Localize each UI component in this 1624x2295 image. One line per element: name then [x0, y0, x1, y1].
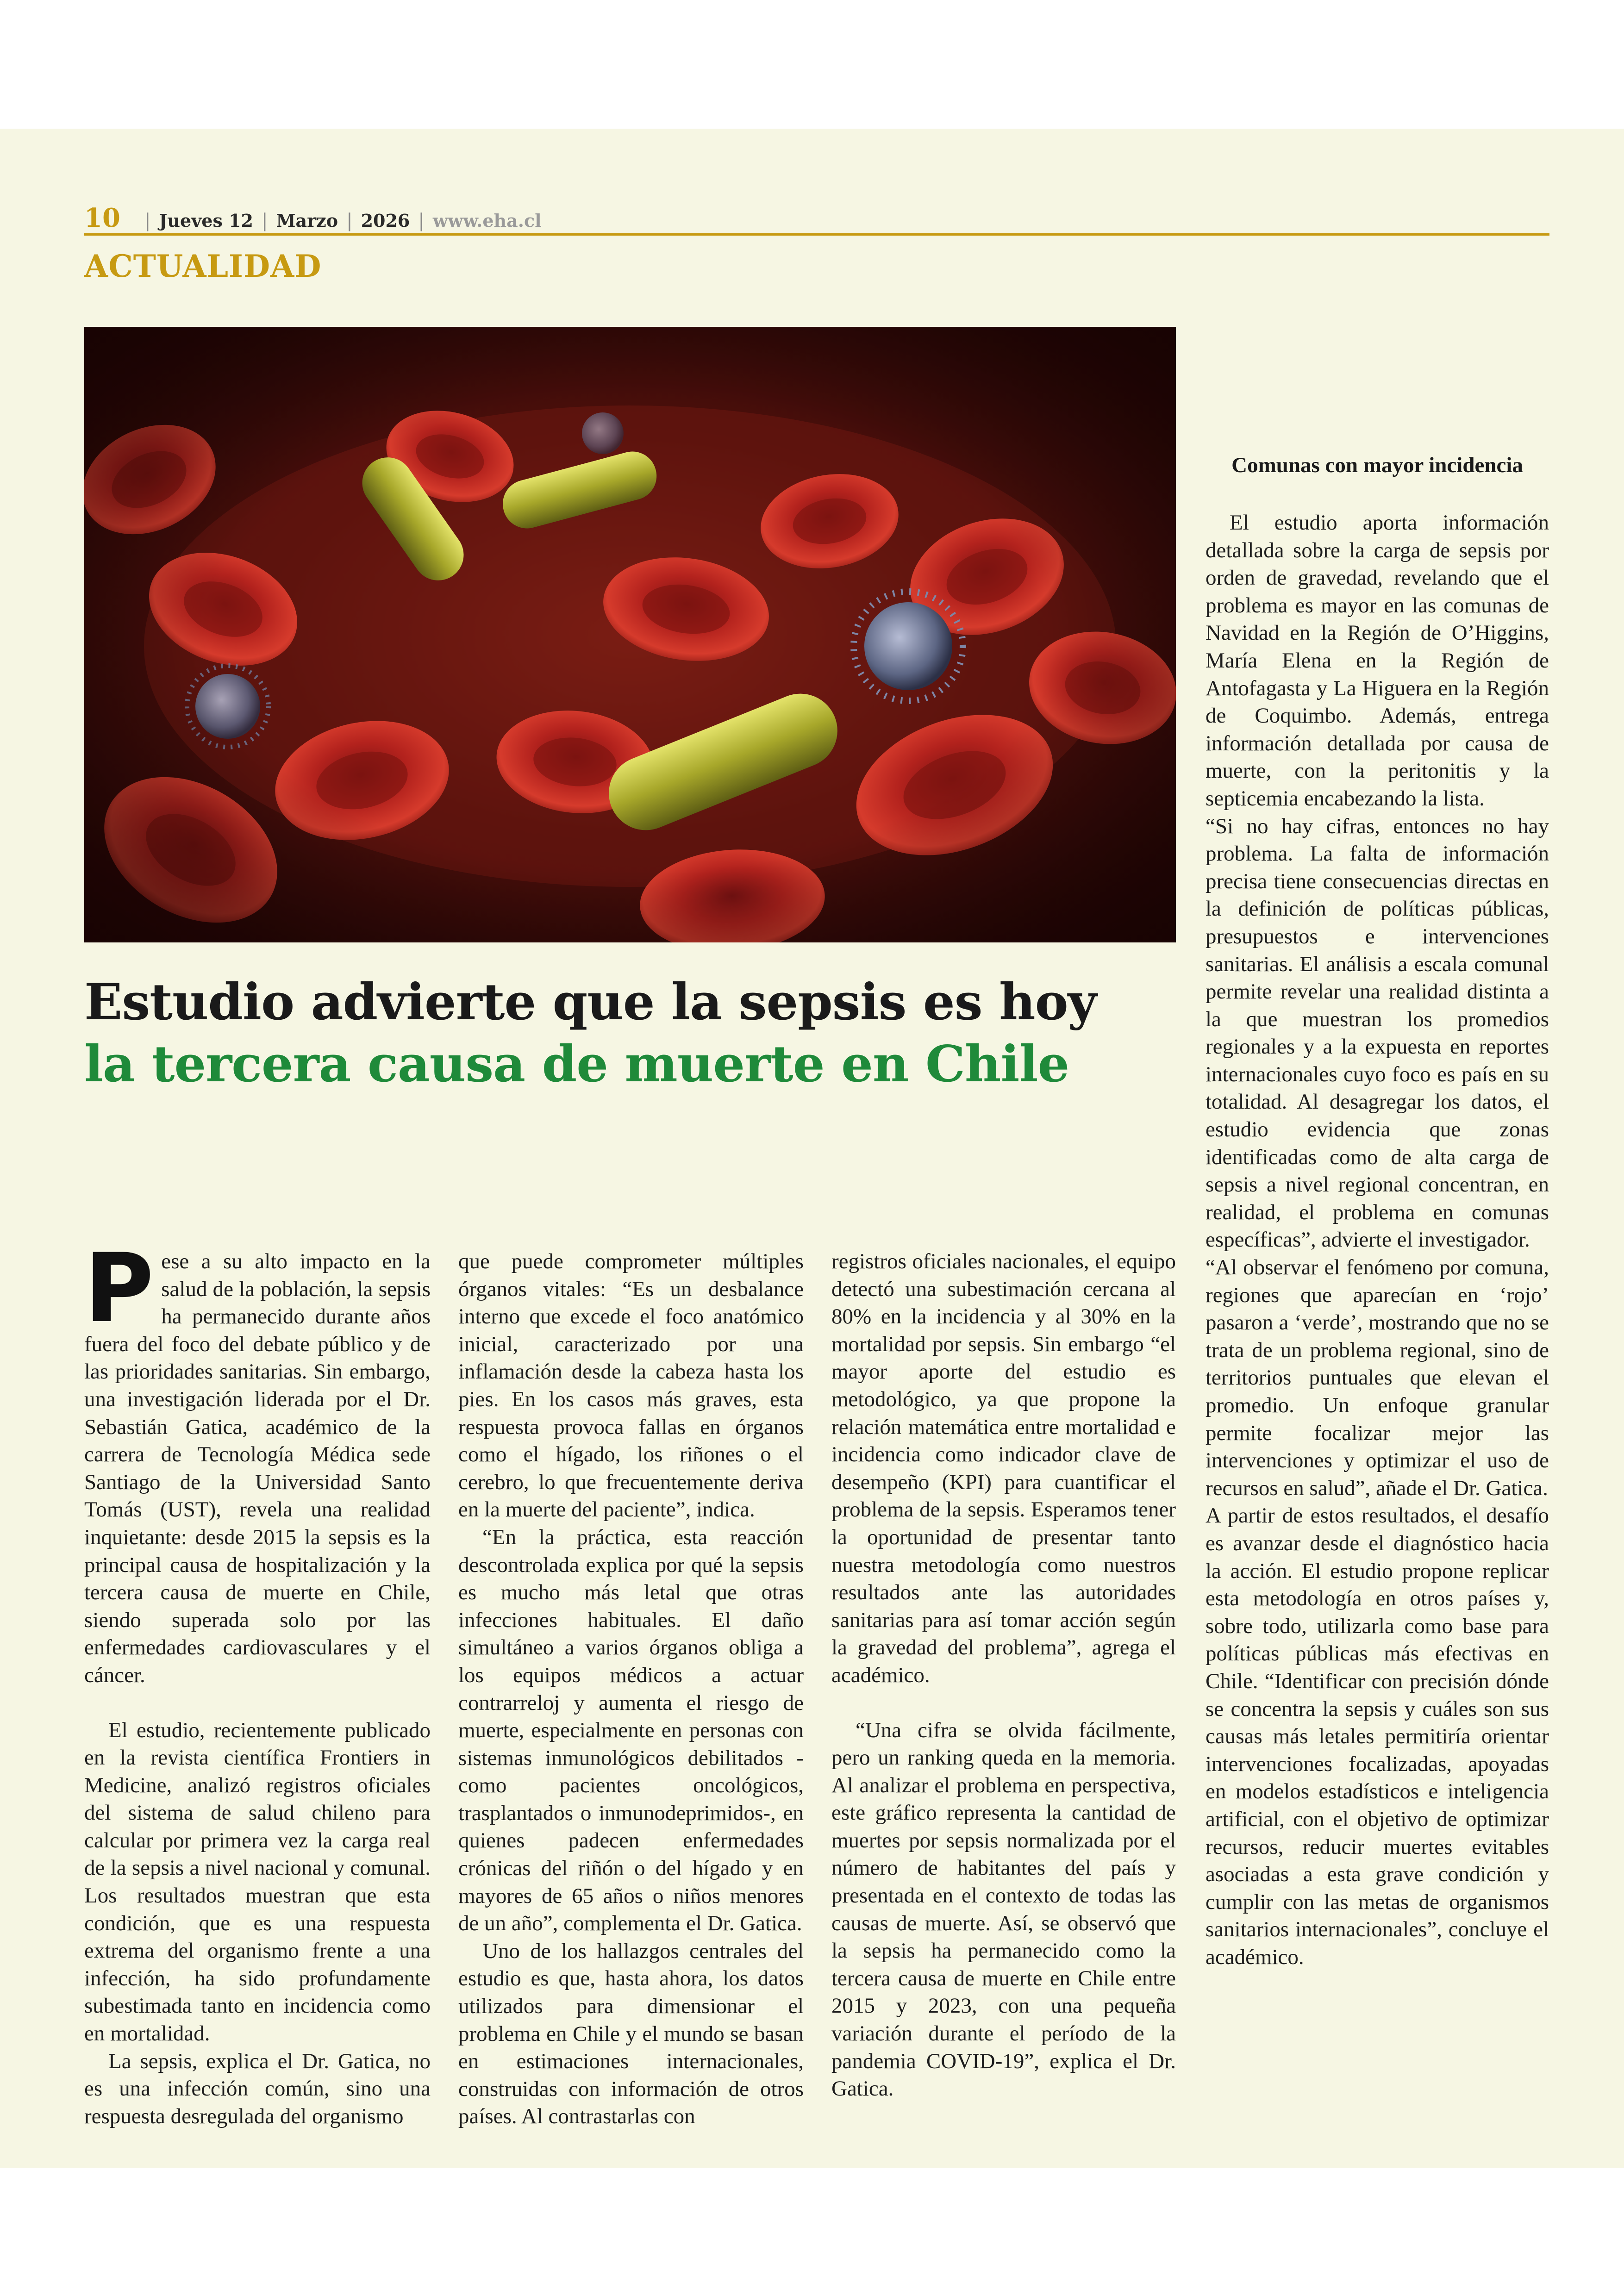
paragraph: “Al observar el fenómeno por comuna, regiones que aparecían en ‘rojo’ pasaron a ‘verde’, mostrando que no se trata de un problema regional, sino de territorios puntuales que elevan el promedio. Un enfoque granular permite focalizar mejor las intervenciones y optimizar el uso de recursos en salud”, añade el Dr. Gatica.	[1206, 1255, 1549, 1500]
section-label: ACTUALIDAD	[84, 248, 322, 284]
drop-cap: P	[84, 1234, 154, 1344]
header-website: www.eha.cl	[432, 210, 542, 231]
header-rule	[84, 233, 1549, 236]
paragraph: ese a su alto impacto en la salud de la población, la sepsis ha permanecido durante años fuera del foco del debate público y de las prioridades sanitarias. Sin embargo, una investigación liderada por el Dr. Sebastián Gatica, académico de la carrera de Tecnología Médica sede Santiago de la Universidad Santo Tomás (UST), revela una realidad inquietante: desde 2015 la sepsis es la principal causa de hospitalización y la tercera causa de muerte en Chile, siendo superada solo por las enfermedades cardiovasculares y el cáncer.	[84, 1249, 431, 1687]
paragraph: El estudio, recientemente publicado en la revista científica Frontiers in Medicine, analizó registros oficiales del sistema de salud chileno para calcular por primera vez la carga real de la sepsis a nivel nacional y comunal. Los resultados muestran que esta condición, que es una respuesta extrema del organismo frente a una infección, ha sido profundamente subestimada tanto en incidencia como en mortalidad.	[84, 1718, 431, 2046]
page-number: 10	[84, 203, 120, 233]
header-separator: |	[418, 210, 425, 231]
header-separator: |	[261, 210, 268, 231]
header-separator: |	[346, 210, 353, 231]
paragraph: A partir de estos resultados, el desafío es avanzar desde el diagnóstico hacia la acción. El estudio propone replicar esta metodología en otros países y, sobre todo, utilizarla como base para políticas públicas más efectivas en Chile. “Identificar con precisión dónde se concentra la sepsis y cuáles son sus causas más letales permitiría orientar intervenciones focalizadas, apoyadas en modelos estadísticos e inteligencia artificial, con el objetivo de optimizar recursos, reducir muertes evitables asociadas a esta grave condición y cumplir con las metas de organismos sanitarios internacionales”, concluye el académico.	[1206, 1503, 1549, 1969]
headline-line-1: Estudio advierte que la sepsis es hoy	[84, 973, 1097, 1031]
article-column-2	[458, 1248, 804, 2131]
paragraph: El estudio aporta información detallada sobre la carga de sepsis por orden de gravedad, revelando que el problema es mayor en las comunas de Navidad en la Región de O’Higgins, María Elena en la Región de Antofagasta y La Higuera en la Región de Coquimbo. Además, entrega información detallada por causa de muerte, con la peritonitis y la septicemia encabezando la lista.	[1206, 511, 1549, 811]
header-month: Marzo	[276, 210, 338, 231]
page-header	[84, 203, 1549, 233]
article-column-1	[84, 1234, 431, 2130]
article-headline	[84, 971, 1176, 1095]
paragraph: La sepsis, explica el Dr. Gatica, no es una infección común, sino una respuesta desregulada del organismo	[84, 2049, 431, 2128]
newspaper-page	[0, 129, 1624, 2168]
paragraph: “En la práctica, esta reacción descontrolada explica por qué la sepsis es mucho más letal que otras infecciones habituales. El daño simultáneo a varios órganos obliga a los equipos médicos a actuar contrarreloj y aumenta el riesgo de muerte, especialmente en personas con sistemas inmunológicos debilitados -como pacientes oncológicos, trasplantados o inmunodeprimidos-, en quienes padecen enfermedades crónicas del riñón o del hígado y en mayores de 65 años o niños menores de un año”, complementa el Dr. Gatica.	[458, 1525, 804, 1936]
article-column-4	[1206, 509, 1549, 1971]
hero-image-blood-cells-bacteria	[84, 327, 1176, 942]
paragraph: registros oficiales nacionales, el equipo detectó una subestimación cercana al 80% en la incidencia y al 30% en la mortalidad por sepsis. Sin embargo “el mayor aporte del estudio es metodológico, ya que propone la relación matemática entre mortalidad e incidencia como indicador clave de desempeño (KPI) para cuantificar el problema de la sepsis. Esperamos tener la oportunidad de presentar tanto nuestra metodología como nuestros resultados ante las autoridades sanitarias para así tomar acción según la gravedad del problema”, agrega el académico.	[831, 1249, 1176, 1687]
article-column-3	[831, 1248, 1176, 2103]
header-separator: |	[144, 210, 151, 231]
headline-line-2: la tercera causa de muerte en Chile	[84, 1035, 1069, 1093]
paragraph: “Una cifra se olvida fácilmente, pero un ranking queda en la memoria. Al analizar el problema en perspectiva, este gráfico representa la cantidad de muertes por sepsis normalizada por el número de habitantes del país y presentada en el contexto de todas las causas de muerte. Así, se observó que la sepsis ha permanecido como la tercera causa de muerte en Chile entre 2015 y 2023, con una pequeña variación durante el período de la pandemia COVID-19”, explica el Dr. Gatica.	[831, 1718, 1176, 2101]
paragraph: “Si no hay cifras, entonces no hay problema. La falta de información precisa tiene consecuencias directas en la definición de políticas públicas, presupuestos e intervenciones sanitarias. El análisis a escala comunal permite revelar una realidad distinta a la que muestran los promedios regionales y a la expuesta en reportes internacionales cuyo foco es país en su totalidad. Al desagregar los datos, el estudio evidencia que zonas identificadas como de alta carga de sepsis a nivel regional concentran, en realidad, el problema en comunas específicas”, advierte el investigador.	[1206, 814, 1549, 1252]
paragraph: Uno de los hallazgos centrales del estudio es que, hasta ahora, los datos utilizados para dimensionar el problema en Chile y el mundo se basan en estimaciones internacionales, construidas con información de otros países. Al contrastarlas con	[458, 1939, 804, 2129]
header-day: Jueves 12	[159, 210, 253, 231]
sidebar-subheading: Comunas con mayor incidencia	[1231, 453, 1523, 477]
blood-vessel-illustration	[84, 327, 1176, 942]
header-year: 2026	[361, 210, 410, 231]
paragraph: que puede comprometer múltiples órganos vitales: “Es un desbalance interno que excede el foco anatómico inicial, caracterizado por una inflamación desde la cabeza hasta los pies. En los casos más graves, esta respuesta provoca fallas en órganos como el hígado, los riñones o el cerebro, lo que frecuentemente deriva en la muerte del paciente”, indica.	[458, 1249, 804, 1522]
